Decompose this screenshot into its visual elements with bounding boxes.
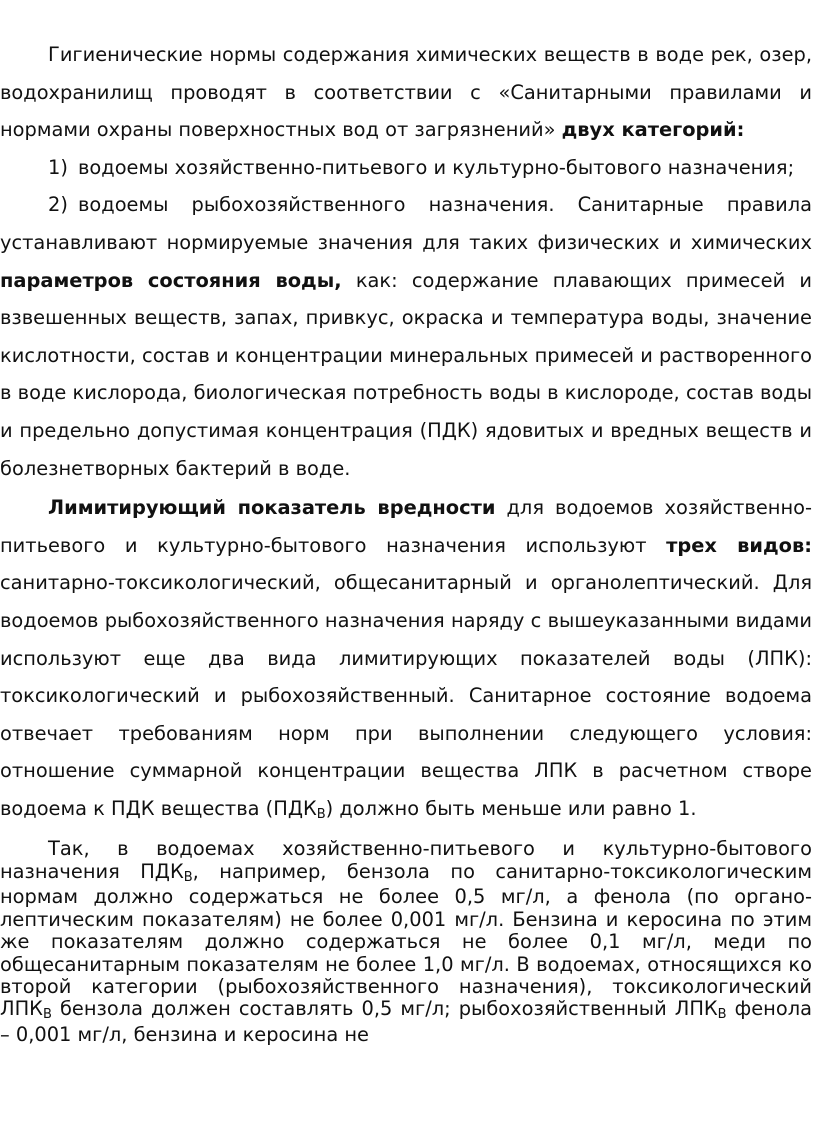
paragraph-limiting	[0, 489, 812, 830]
list-item-2-number: 2)	[48, 193, 68, 217]
limiting-bold-title: Лимитирующий показатель вредности	[48, 496, 496, 520]
list-item-2-text-c: как: содержание плавающих примесей и взвешенных веществ, запах, привкус, окраска и температура воды, значение кислотности, состав и концентрации минеральных примесей и растворенного в воде кислорода, биологическая потребность воды в кислороде, состав воды и предельно допустимая концентрация (ПДК) ядовитых и вредных веществ и болезнетворных бактерий в воде.	[0, 268, 812, 480]
examples-subscript-2: В	[42, 1007, 52, 1023]
list-item-2	[0, 186, 812, 487]
intro-bold-categories: двух категорий:	[561, 118, 745, 142]
examples-text-d: фенола – 0,001 мг/л, бензина и керосина не	[0, 997, 812, 1046]
limiting-subscript: В	[316, 806, 326, 822]
paragraph-examples	[0, 838, 812, 1046]
list-item-1-text: водоемы хозяйственно-питьевого и культурно-бытового назначения;	[78, 155, 795, 179]
examples-subscript-1: В	[183, 869, 193, 885]
examples-subscript-3: В	[717, 1007, 727, 1023]
limiting-text-a: для водоемов хозяйственно-питьевого и культурно-бытового назначения используют	[0, 496, 812, 557]
examples-text-b: , например, бензола по санитарно-токсикологическим нормам должно содержаться не более 0,5 мг/л, а фенола (по органо-лептическим показателям) не более 0,001 мг/л. Бензина и керосина по этим же показателям должно содержаться не более 0,1 мг/л, меди по общесанитарным показателям не более 1,0 мг/л. В водоемах, относящихся ко второй категории (рыбохозяйственного назначения), токсикологический ЛПК	[0, 859, 813, 1021]
document-page	[0, 36, 812, 1046]
examples-text-a: Так, в водоемах хозяйственно-питьевого и культурно-бытового назначения ПДК	[0, 837, 812, 883]
limiting-bold-three-types: трех видов:	[666, 533, 812, 557]
limiting-text-c: санитарно-токсикологический, общесанитарный и органолептический. Для водоемов рыбохозяйственного назначения наряду с вышеуказанными видами используют еще два вида лимитирующих показателей воды (ЛПК): токсикологический и рыбохозяйственный. Санитарное состояние водоема отвечает требованиям норм при выполнении следующего условия: отношение суммарной концентрации вещества ЛПК в расчетном створе водоема к ПДК вещества (ПДК	[0, 571, 812, 820]
limiting-text-d: ) должно быть меньше или равно 1.	[325, 796, 697, 820]
paragraph-intro	[0, 36, 812, 149]
intro-text: Гигиенические нормы содержания химических веществ в воде рек, озер, водохранилищ проводят в соответствии с «Санитарными правилами и нормами охраны поверхностных вод от загрязнений»	[0, 43, 812, 142]
list-item-2-text-a: водоемы рыбохозяйственного назначения. Санитарные правила устанавливают нормируемые значения для таких физических и химических	[0, 193, 812, 254]
examples-text-c: бензола должен составлять 0,5 мг/л; рыбохозяйственный ЛПК	[59, 997, 718, 1021]
list-item-1-number: 1)	[48, 155, 68, 179]
list-item-2-bold-parameters: параметров состояния воды,	[0, 268, 342, 292]
list-item-1	[0, 149, 812, 187]
